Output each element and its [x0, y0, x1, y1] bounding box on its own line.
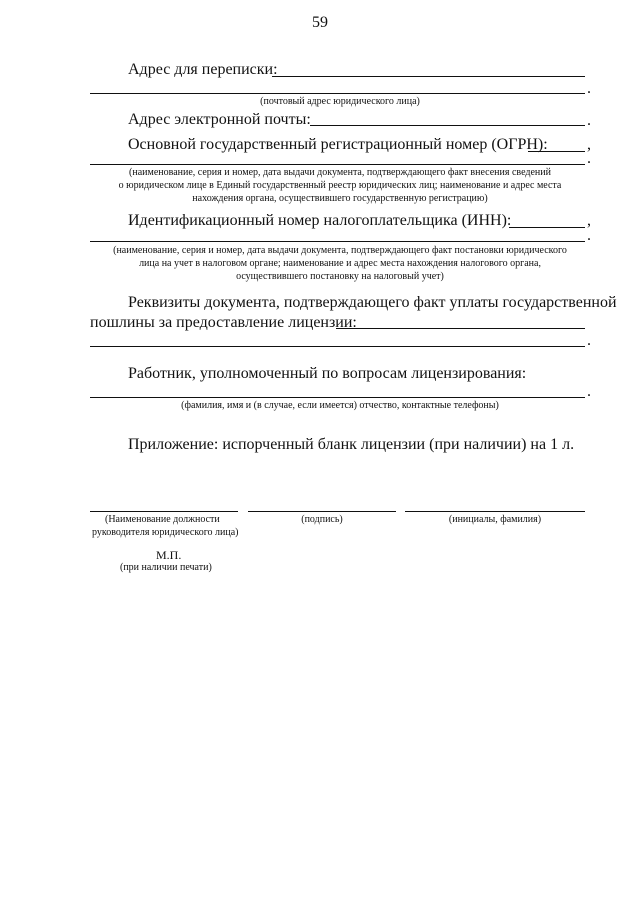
- ogrn-line-2[interactable]: [90, 164, 585, 165]
- inn-comma: ,: [587, 212, 591, 229]
- correspondence-address-line-2[interactable]: [90, 93, 585, 94]
- email-line[interactable]: [310, 125, 585, 126]
- stamp-label: М.П.: [156, 548, 182, 562]
- name-line[interactable]: [405, 511, 585, 512]
- inn-caption-line-1: (наименование, серия и номер, дата выдачи документа, подтверждающего факт постановки юридического: [113, 245, 567, 256]
- email-period: .: [587, 112, 591, 129]
- ogrn-label: Основной государственный регистрационный номер (ОГРН):: [128, 136, 548, 153]
- worker-line[interactable]: [90, 397, 585, 398]
- inn-label: Идентификационный номер налогоплательщика (ИНН):: [128, 212, 512, 229]
- fee-label-line-2: пошлины за предоставление лицензии:: [90, 314, 357, 331]
- fee-period: .: [587, 332, 591, 349]
- ogrn-line[interactable]: [528, 151, 585, 152]
- attachment-text: Приложение: испорченный бланк лицензии (при наличии) на 1 л.: [128, 436, 575, 453]
- fee-line-2[interactable]: [90, 346, 585, 347]
- correspondence-address-line[interactable]: [272, 76, 585, 77]
- ogrn-caption-line-2: о юридическом лице в Единый государственный реестр юридических лиц; наименование и адрес места: [118, 180, 562, 191]
- position-line[interactable]: [90, 511, 238, 512]
- ogrn-comma: ,: [587, 136, 591, 153]
- ogrn-caption-line-1: (наименование, серия и номер, дата выдачи документа, подтверждающего факт внесения сведений: [129, 167, 551, 178]
- ogrn-period: .: [587, 150, 591, 167]
- inn-period: .: [587, 227, 591, 244]
- fee-label-line-1: Реквизиты документа, подтверждающего факт уплаты государственной: [128, 294, 617, 311]
- inn-caption-line-3: осуществившего постановку на налоговый учет): [236, 271, 444, 282]
- correspondence-period: .: [587, 80, 591, 97]
- signature-line[interactable]: [248, 511, 396, 512]
- name-caption: (инициалы, фамилия): [448, 514, 542, 525]
- email-label: Адрес электронной почты:: [128, 111, 311, 128]
- inn-line[interactable]: [509, 227, 585, 228]
- worker-period: .: [587, 383, 591, 400]
- ogrn-caption-line-3: нахождения органа, осуществившего государственную регистрацию): [192, 193, 488, 204]
- correspondence-caption: (почтовый адрес юридического лица): [260, 96, 420, 107]
- signature-caption: (подпись): [301, 514, 343, 525]
- position-caption-line-1: (Наименование должности: [105, 514, 220, 525]
- inn-caption-line-2: лица на учет в налоговом органе; наименование и адрес места нахождения налогового органа,: [139, 258, 541, 269]
- fee-line[interactable]: [336, 328, 585, 329]
- worker-caption: (фамилия, имя и (в случае, если имеется) отчество, контактные телефоны): [181, 400, 499, 411]
- stamp-caption: (при наличии печати): [120, 562, 212, 573]
- inn-line-2[interactable]: [90, 241, 585, 242]
- position-caption-line-2: руководителя юридического лица): [92, 527, 239, 538]
- correspondence-address-label: Адрес для переписки:: [128, 61, 278, 78]
- worker-label: Работник, уполномоченный по вопросам лицензирования:: [128, 365, 527, 382]
- page-number: 59: [312, 14, 328, 31]
